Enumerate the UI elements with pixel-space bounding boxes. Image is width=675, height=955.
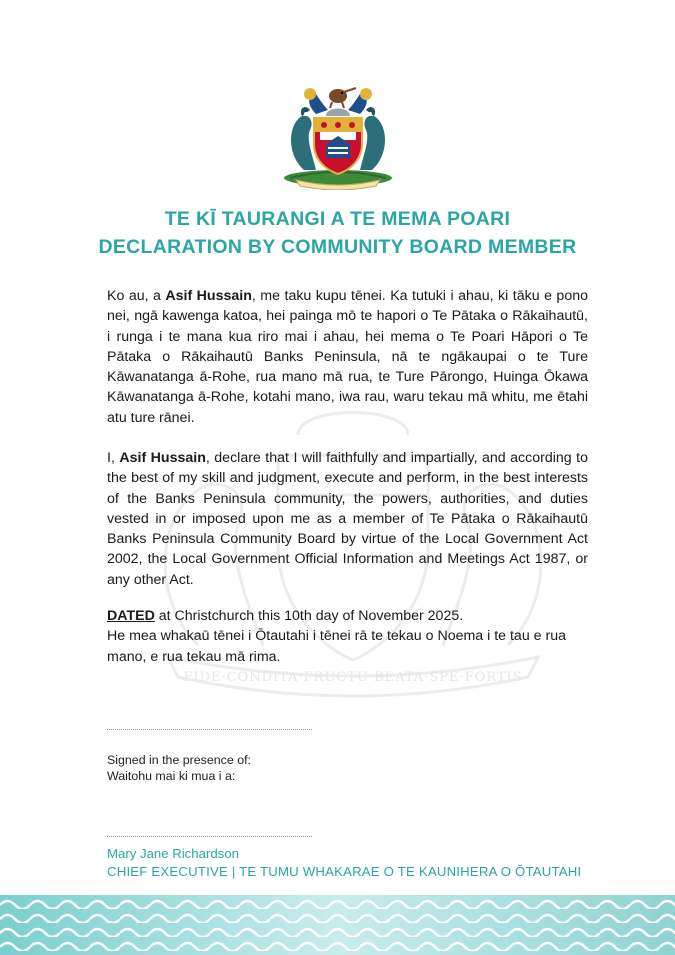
declaration-english-intro: I, xyxy=(107,450,120,466)
member-name: Asif Hussain xyxy=(119,450,206,466)
witness-label-english: Signed in the presence of: xyxy=(107,753,251,767)
watermark-motto: FIDE·CONDITA·FRUCTU·BEATA·SPE·FORTIS xyxy=(183,670,523,685)
witness-role: CHIEF EXECUTIVE | TE TUMU WHAKARAE O TE KAUNIHERA O ŌTAUTAHI xyxy=(107,864,582,879)
witness-label-maori: Waitohu mai ki mua i a: xyxy=(107,769,236,783)
dated-maori: He mea whakaū tēnei i Ōtautahi i tēnei rā te tekau o Noema i te tau e rua mano, e rua tekau mā rima. xyxy=(107,628,566,665)
title-maori: TE KĪ TAURANGI A TE MEMA POARI xyxy=(164,208,511,230)
coat-of-arms-icon xyxy=(276,74,400,190)
declaration-english xyxy=(107,448,588,590)
declaration-maori-body: , me taku kupu tēnei. Ka tutuki i ahau, ki tāku e pono nei, ngā kawenga katoa, hei painga mō te hapori o Te Pātaka o Rākaihautū, i runga i te mana kua riro mai i ahau, hei mema o Te Poari Hāpori o Te Pātaka o Rākaihautū Banks Peninsula, nā te ngākaupai o te Ture Kāwanatanga ā-Rohe, rua mano mā rua, te Ture Pārongo, Huinga Ōkawa Kāwanatanga ā-Rohe, kotahi mano, iwa rau, waru tekau mā whitu, me ētahi atu ture rānei. xyxy=(107,288,588,426)
member-name: Asif Hussain xyxy=(165,288,252,304)
wave-footer xyxy=(0,895,675,955)
witness-name: Mary Jane Richardson xyxy=(107,846,239,861)
member-signature-line xyxy=(107,729,312,730)
title-english: DECLARATION BY COMMUNITY BOARD MEMBER xyxy=(98,236,577,258)
dated-english xyxy=(107,606,588,626)
witness-signature-line xyxy=(107,836,312,837)
dated-block xyxy=(107,606,588,667)
declaration-maori xyxy=(107,286,588,428)
dated-keyword: DATED xyxy=(107,608,155,624)
dated-english-text: at Christchurch this 10th day of November 2025. xyxy=(154,608,464,624)
declaration-maori-intro: Ko au, a xyxy=(107,288,166,304)
declaration-english-body: , declare that I will faithfully and impartially, and according to the best of my skill and judgment, execute and perform, in the best interests of the Banks Peninsula community, the powers, authorities, and duties vested in or imposed upon me as a member of Te Pātaka o Rākaihautū Banks Peninsula Community Board by virtue of the Local Government Act 2002, the Local Government Official Information and Meetings Act 1987, or any other Act. xyxy=(107,450,588,588)
